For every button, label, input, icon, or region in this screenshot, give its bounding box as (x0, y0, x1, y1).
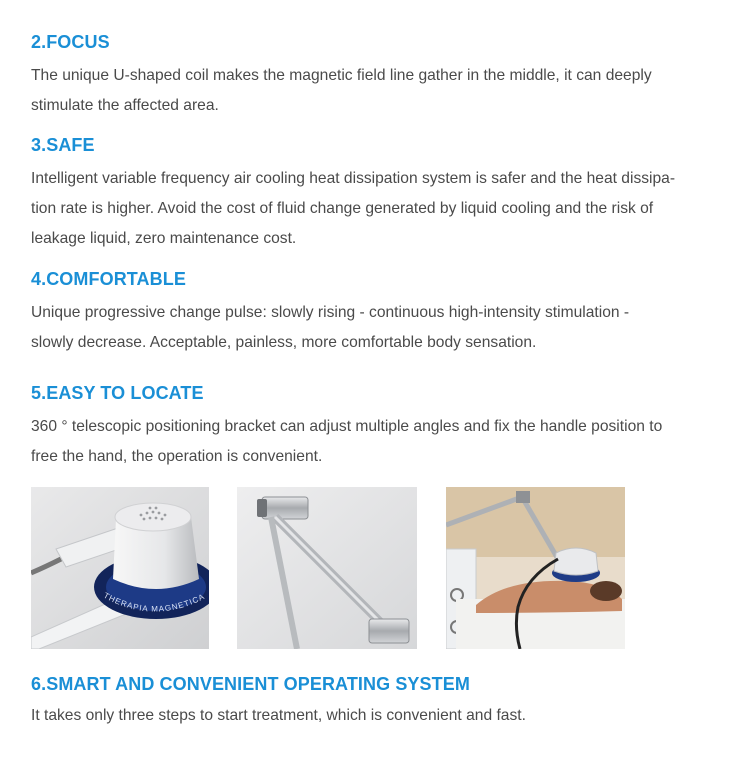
section-heading: 5.EASY TO LOCATE (31, 383, 204, 403)
section-smart-operating-system (31, 673, 736, 731)
section-text: It takes only three steps to start treatment, which is convenient and fast. (31, 707, 526, 724)
section-text: The unique U-shaped coil makes the magnetic field line gather in the middle, it can deeply stimulate the affected area. (31, 67, 652, 114)
handle-device-photo (31, 487, 209, 649)
section-text: 360 ° telescopic positioning bracket can adjust multiple angles and fix the handle position to free the hand, the operation is convenient. (31, 418, 663, 465)
section-text: Intelligent variable frequency air cooling heat dissipation system is safer and the heat dissipa- tion rate is higher. Avoid the cost of fluid change generated by liquid cooling and the risk of leakage liquid, zero maintenance cost. (31, 170, 676, 247)
section-focus (31, 31, 736, 121)
section-comfortable (31, 268, 736, 358)
section-heading: 2.FOCUS (31, 32, 110, 52)
section-safe (31, 134, 736, 254)
section-text: Unique progressive change pulse: slowly rising - continuous high-intensity stimulation - slowly decrease. Acceptable, painless, more comfortable body sensation. (31, 304, 630, 351)
section-easy-to-locate (31, 382, 736, 472)
section-heading: 6.SMART AND CONVENIENT OPERATING SYSTEM (31, 674, 470, 694)
ring-lettering: THERAPIA MAGNETICA (102, 590, 207, 614)
treatment-demo-photo (446, 487, 625, 649)
section-heading: 4.COMFORTABLE (31, 269, 186, 289)
bracket-arm-photo (237, 487, 417, 649)
section-heading: 3.SAFE (31, 135, 95, 155)
